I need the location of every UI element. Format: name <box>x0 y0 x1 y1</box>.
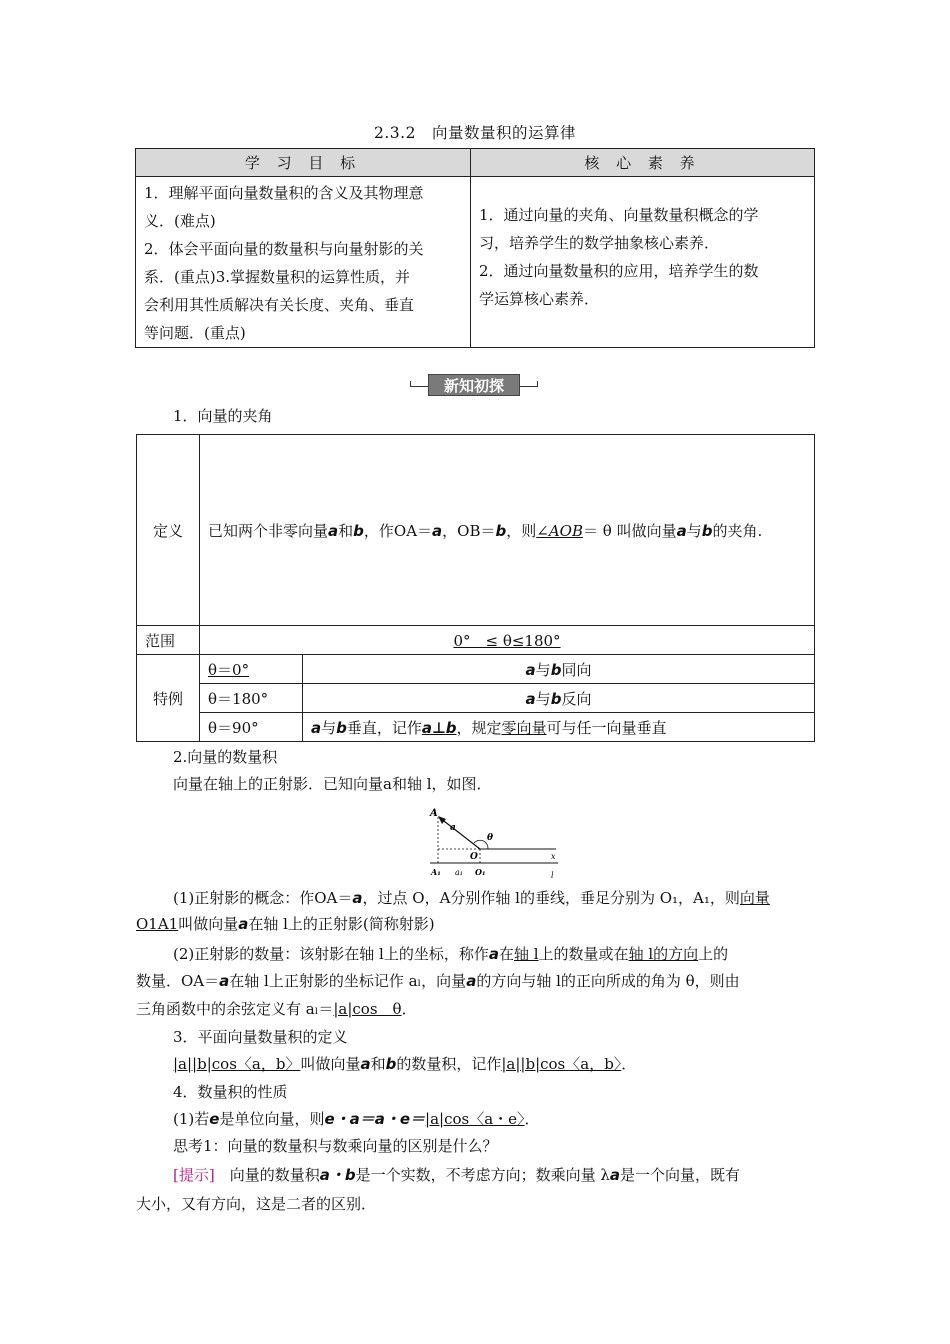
label-theta: θ <box>487 833 494 843</box>
desc-text: 与 <box>535 660 551 679</box>
vec-a: a <box>352 889 363 907</box>
vec-a: a <box>466 972 477 990</box>
vec-a: a <box>676 521 687 540</box>
angle-aob: ∠AOB <box>536 521 583 540</box>
text: (1)若 <box>173 1110 210 1128</box>
text: 上的 <box>698 945 729 963</box>
section-2-intro: 向量在轴上的正射影．已知向量a和轴 l，如图． <box>173 775 492 793</box>
theta-value: θ＝0° <box>208 660 250 679</box>
text: (2)正射影的数量：该射影在轴 l上的坐标，称作 <box>173 945 489 963</box>
vec-a: a <box>525 689 536 708</box>
label-A: A <box>430 808 438 819</box>
vec-a: a <box>609 1166 621 1184</box>
vec-a: a <box>488 945 499 963</box>
goal-line: 系．(重点)3.掌握数量积的运算性质，并 <box>144 268 411 286</box>
blank-answer: |a||b|cos〈a，b〉 <box>501 1055 622 1073</box>
def-text: ，则 <box>506 521 537 540</box>
theta-cell <box>200 713 303 742</box>
label-l: l <box>551 871 554 880</box>
projection-quantity-line3 <box>136 998 417 1020</box>
range-cell <box>200 626 815 655</box>
section-4-heading: 4．数量积的性质 <box>173 1083 288 1101</box>
hint-line2: 大小，又有方向，这是二者的区别． <box>136 1195 377 1213</box>
blank-answer: |a|cos θ <box>333 1000 402 1018</box>
def-text: 与 <box>686 521 702 540</box>
section-3-heading: 3．平面向量数量积的定义 <box>173 1028 348 1046</box>
vector-a-line <box>440 818 480 849</box>
literacy-line: 学运算核心素养． <box>479 290 600 308</box>
desc-text: 与 <box>321 718 337 737</box>
badge-tick <box>537 381 538 387</box>
goals-right-cell <box>471 177 815 348</box>
def-text: ＝ θ 叫做向量 <box>583 521 677 540</box>
vec-b: b <box>336 718 347 737</box>
vec-a: a <box>328 521 339 540</box>
text: 在轴 l上的正射影(简称射影) <box>248 915 435 933</box>
text: 的数量积，记作 <box>396 1055 502 1073</box>
theta-arc <box>474 840 488 849</box>
perp-notation: a⊥b <box>421 718 457 737</box>
blank-answer: 轴 l的方向 <box>628 945 699 963</box>
special-label: 特例 <box>137 655 200 742</box>
blank-answer: |a|cos〈a・e〉 <box>425 1110 525 1128</box>
vec-a: a <box>360 1055 371 1073</box>
desc-text: 垂直，记作 <box>346 718 422 737</box>
section-badge <box>410 374 538 396</box>
text: 数量．OA＝ <box>136 972 220 990</box>
text: 的方向与轴 l的正向所成的角为 θ，则由 <box>476 972 740 990</box>
projection-quantity-line2 <box>136 970 740 992</box>
vec-e: e <box>209 1110 220 1128</box>
def-text: 已知两个非零向量 <box>208 521 329 540</box>
text: 向量的数量积 <box>214 1166 320 1184</box>
literacy-line: 1．通过向量的夹角、向量数量积概念的学 <box>479 206 759 224</box>
goal-line: 等问题．(重点) <box>144 324 246 342</box>
goal-line: 义．(难点) <box>144 212 216 230</box>
desc-text: 同向 <box>561 660 592 679</box>
vec-b: b <box>495 521 507 540</box>
hint-line1 <box>173 1164 740 1186</box>
goal-line: 1．理解平面向量数量积的含义及其物理意 <box>144 184 424 202</box>
text: ，过点 O，A分别作轴 l的垂线，垂足分别为 O₁，A₁，则 <box>362 889 740 907</box>
vec-a: a <box>238 915 249 933</box>
text: 在轴 l上正射影的坐标记作 aₗ，向量 <box>229 972 467 990</box>
text: 在 <box>498 945 514 963</box>
theta-cell <box>200 655 303 684</box>
text: ． <box>621 1055 637 1073</box>
formula: e・a＝a・e＝ <box>324 1110 426 1128</box>
literacy-line: 2．通过向量数量积的应用，培养学生的数 <box>479 262 759 280</box>
blank-answer: O1A1 <box>136 915 179 933</box>
goal-line: 2．体会平面向量的数量积与向量射影的关 <box>144 240 424 258</box>
literacy-line: 习，培养学生的数学抽象核心素养． <box>479 234 720 252</box>
projection-quantity-line1 <box>173 943 728 965</box>
desc-text: 可与任一向量垂直 <box>546 718 667 737</box>
desc-text: 与 <box>535 689 551 708</box>
vec-b: b <box>701 521 713 540</box>
think-question-1: 思考1：向量的数量积与数乘向量的区别是什么？ <box>173 1137 498 1155</box>
blank-answer: 向量 <box>739 889 770 907</box>
theta-value: θ＝90° <box>208 718 259 737</box>
vec-a: a <box>311 718 322 737</box>
label-A1: A₁ <box>431 867 441 877</box>
text: 是单位向量，则 <box>219 1110 325 1128</box>
vector-a-arrowhead <box>438 816 446 824</box>
goals-header-left: 学 习 目 标 <box>136 149 471 177</box>
blank-answer: |a||b|cos〈a，b〉 <box>173 1055 301 1073</box>
learning-goals-table <box>135 148 815 348</box>
theta-value: θ＝180° <box>208 689 269 708</box>
vec-a: a <box>219 972 230 990</box>
range-value: 0° ≤ θ≤180° <box>453 631 561 650</box>
page-title: 2.3.2 向量数量积的运算律 <box>374 124 576 142</box>
text: (1)正射影的概念：作OA＝ <box>173 889 353 907</box>
formula: a・b <box>319 1166 356 1184</box>
badge-label: 新知初探 <box>428 374 520 396</box>
section-1-heading: 1．向量的夹角 <box>173 407 273 425</box>
desc-cell <box>303 655 815 684</box>
desc-cell <box>303 684 815 713</box>
vec-b: b <box>385 1055 397 1073</box>
zero-vector-term: 零向量 <box>501 718 547 737</box>
label-O1: O₁ <box>475 867 486 877</box>
def-text: ，OB＝ <box>442 521 496 540</box>
text: 叫做向量 <box>300 1055 361 1073</box>
theta-cell <box>200 684 303 713</box>
vec-a: a <box>525 660 536 679</box>
vec-b: b <box>353 521 364 540</box>
projection-figure <box>420 803 565 881</box>
text: 是一个实数，不考虑方向；数乘向量 λ <box>355 1166 610 1184</box>
text: 上的数量或在 <box>538 945 629 963</box>
def-text: ，作OA＝ <box>363 521 433 540</box>
text: 三角函数中的余弦定义有 aₗ＝ <box>136 1000 334 1018</box>
goals-header-right: 核 心 素 养 <box>471 149 815 177</box>
label-O: O <box>470 852 478 862</box>
text: 叫做向量 <box>178 915 239 933</box>
text: ． <box>401 1000 417 1018</box>
badge-tick <box>410 381 411 387</box>
desc-cell <box>303 713 815 742</box>
text: 是一个向量，既有 <box>620 1166 741 1184</box>
vec-a: a <box>432 521 443 540</box>
label-a: a <box>450 823 456 833</box>
vec-b: b <box>550 689 562 708</box>
section-2-heading: 2.向量的数量积 <box>173 748 278 766</box>
projection-concept-line1 <box>173 887 770 909</box>
projection-concept-line2 <box>136 913 435 935</box>
text: 和 <box>370 1055 386 1073</box>
range-label: 范围 <box>137 626 200 655</box>
desc-text: 反向 <box>561 689 592 708</box>
dot-product-definition <box>173 1053 636 1075</box>
goal-line: 会利用其性质解决有关长度、夹角、垂直 <box>144 296 415 314</box>
label-x: x <box>551 852 556 861</box>
goals-left-cell <box>136 177 471 348</box>
desc-text: ，规定 <box>456 718 502 737</box>
blank-answer: 轴 l <box>513 945 539 963</box>
def-label: 定义 <box>137 435 200 626</box>
property-1 <box>173 1108 540 1130</box>
vec-b: b <box>550 660 562 679</box>
hint-label: [提示] <box>173 1166 215 1184</box>
label-a1: a₁ <box>455 868 463 877</box>
def-text: 的夹角. <box>712 521 763 540</box>
def-text: 和 <box>338 521 354 540</box>
def-cell <box>200 435 815 626</box>
text: ． <box>524 1110 540 1128</box>
vector-angle-table <box>136 434 815 742</box>
